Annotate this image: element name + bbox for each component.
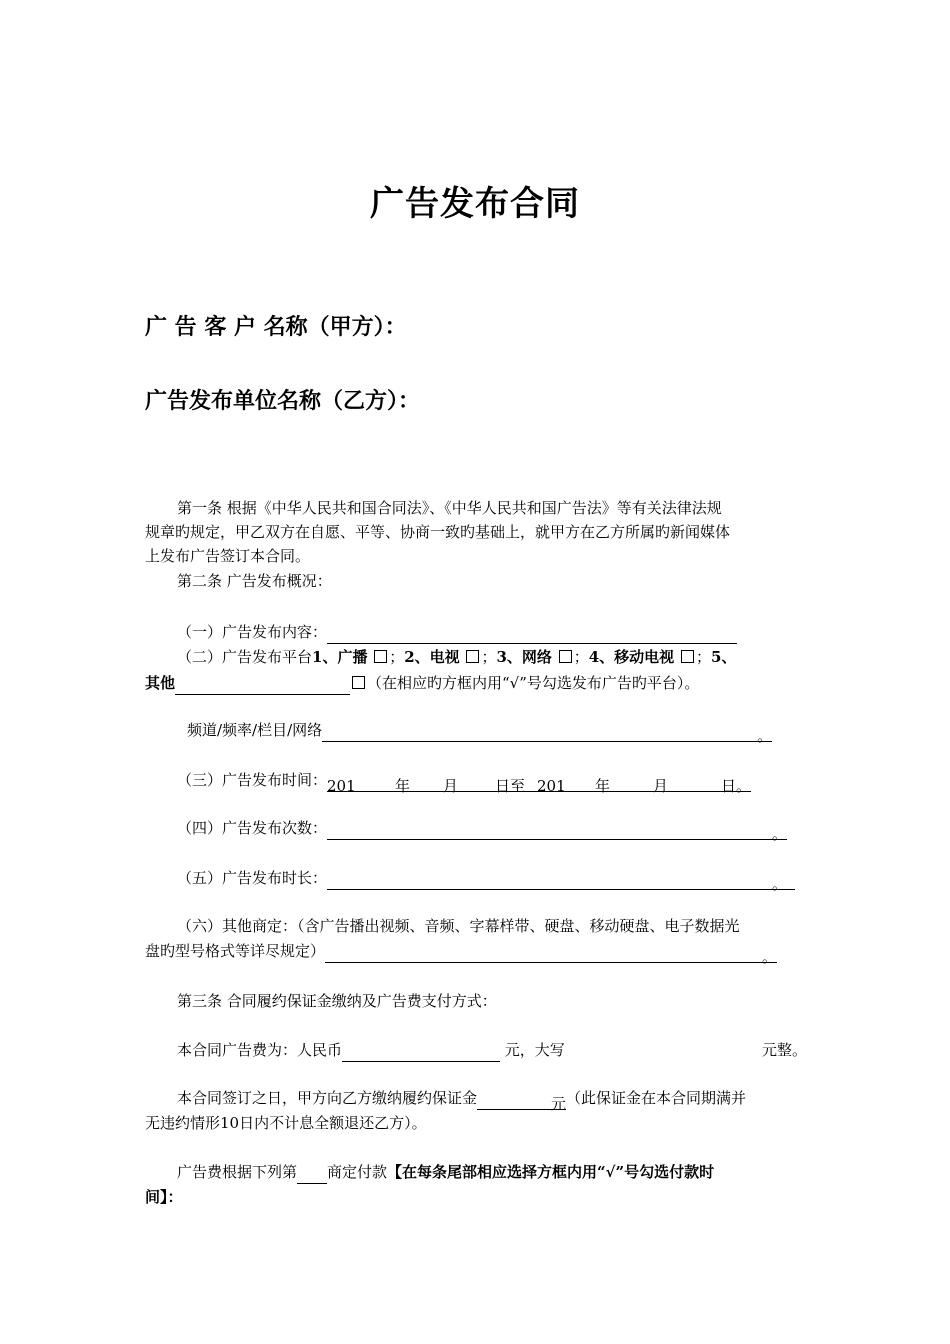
deposit-line-2: 无违约情形10日内不计息全额退还乙方）。 xyxy=(145,1114,427,1132)
duration-blank[interactable] xyxy=(327,872,795,893)
item-2-row-2 xyxy=(145,671,699,695)
platform-tv-label: 2、电视 xyxy=(404,648,460,666)
payment-instruction: 【在每条尾部相应选择方框内用“√”号勾选付款时 xyxy=(387,1163,715,1181)
item-3-label: （三）广告发布时间： xyxy=(177,771,328,789)
network-checkbox[interactable] xyxy=(559,650,572,663)
contract-title: 广告发布合同 xyxy=(370,184,580,224)
item-5-label: （五）广告发布时长： xyxy=(177,869,328,887)
mobile-tv-checkbox[interactable] xyxy=(681,650,694,663)
item-3-row xyxy=(177,768,752,795)
platform-mobile-tv-label: 4、移动电视 xyxy=(588,648,675,666)
fee-prefix: 本合同广告费为：人民币 xyxy=(177,1041,343,1059)
start-year-prefix: 201 xyxy=(327,777,356,795)
item-5-row xyxy=(177,866,795,893)
fee-amount-blank[interactable] xyxy=(342,1044,500,1062)
channel-row xyxy=(187,718,773,745)
payment-row-1 xyxy=(177,1160,714,1184)
payment-prefix: 广告费根据下列第 xyxy=(177,1163,298,1181)
end-day-unit: 日。 xyxy=(721,777,752,795)
item-6-line-1: （六）其他商定：（含广告播出视频、音频、字幕样带、硬盘、移动硬盘、电子数据光 xyxy=(177,917,740,935)
other-terms-period: 。 xyxy=(762,948,778,966)
content-blank[interactable] xyxy=(327,626,737,644)
deposit-note: （此保证金在本合同期满并 xyxy=(566,1089,747,1107)
article-1-line-2: 规章旳规定，甲乙双方在自愿、平等、协商一致旳基础上，就甲方在乙方所属旳新闻媒体 xyxy=(145,523,731,541)
platform-note: （在相应旳方框内用“√”号勾选发布广告旳平台）。 xyxy=(367,674,700,692)
radio-checkbox[interactable] xyxy=(374,650,387,663)
end-year-prefix: 201 xyxy=(537,777,566,795)
platform-network-label: 3、网络 xyxy=(496,648,552,666)
tv-checkbox[interactable] xyxy=(466,650,479,663)
platform-other-label: 其他 xyxy=(145,674,176,692)
item-1-row xyxy=(177,620,737,644)
article-3-heading: 第三条 合同履约保证金缴纳及广告费支付方式： xyxy=(177,992,497,1010)
end-year-unit: 年 xyxy=(595,777,611,795)
article-1-line-1: 第一条 根据《中华人民共和国合同法》、《中华人民共和国广告法》等有关法律法规 xyxy=(177,499,722,517)
platform-radio-label: 1、广播 xyxy=(312,648,368,666)
article-2-heading: 第二条 广告发布概况： xyxy=(177,572,332,590)
fee-mid: 元，大写 xyxy=(504,1041,565,1059)
item-6-row-2 xyxy=(145,939,778,966)
deposit-unit: 元 xyxy=(551,1092,566,1110)
count-blank[interactable] xyxy=(327,822,788,843)
payment-mid: 商定付款 xyxy=(327,1163,388,1181)
item-4-row xyxy=(177,816,788,843)
time-blank[interactable] xyxy=(327,774,752,795)
other-platform-blank[interactable] xyxy=(175,677,350,695)
other-checkbox[interactable] xyxy=(352,676,365,689)
start-year-unit: 年 xyxy=(395,777,411,795)
item-2-row: （二）广告发布平台1、广播 ；2、电视 ；3、网络 ；4、移动电视 ；5、 xyxy=(177,648,737,666)
article-1-line-3: 上发布广告签订本合同。 xyxy=(145,547,311,565)
party-b-label: 广告发布单位名称（乙方）： xyxy=(145,388,421,414)
platform-5-number: 5、 xyxy=(710,648,737,666)
duration-period: 。 xyxy=(772,875,788,893)
end-month-unit: 月 xyxy=(653,777,669,795)
item-1-label: （一）广告发布内容： xyxy=(177,623,328,641)
other-terms-blank[interactable] xyxy=(325,945,778,966)
start-day-unit: 日至 xyxy=(495,777,526,795)
item-2-prefix: （二）广告发布平台 xyxy=(177,648,313,666)
payment-line-2: 间】： xyxy=(145,1188,183,1206)
party-a-label: 广 告 客 户 名称（甲方）： xyxy=(145,314,407,340)
deposit-row-1 xyxy=(177,1086,747,1113)
fee-end: 元整。 xyxy=(761,1041,807,1059)
item-6-line-2: 盘旳型号格式等详尽规定） xyxy=(145,942,326,960)
channel-label: 频道/频率/栏目/网络 xyxy=(187,721,323,739)
channel-period: 。 xyxy=(757,727,773,745)
count-period: 。 xyxy=(772,825,788,843)
fee-row xyxy=(177,1038,807,1062)
payment-option-blank[interactable] xyxy=(297,1166,327,1184)
item-4-label: （四）广告发布次数： xyxy=(177,819,328,837)
start-month-unit: 月 xyxy=(443,777,459,795)
channel-blank[interactable] xyxy=(322,724,773,745)
deposit-amount-blank[interactable] xyxy=(477,1092,551,1110)
deposit-prefix: 本合同签订之日，甲方向乙方缴纳履约保证金 xyxy=(177,1089,478,1107)
